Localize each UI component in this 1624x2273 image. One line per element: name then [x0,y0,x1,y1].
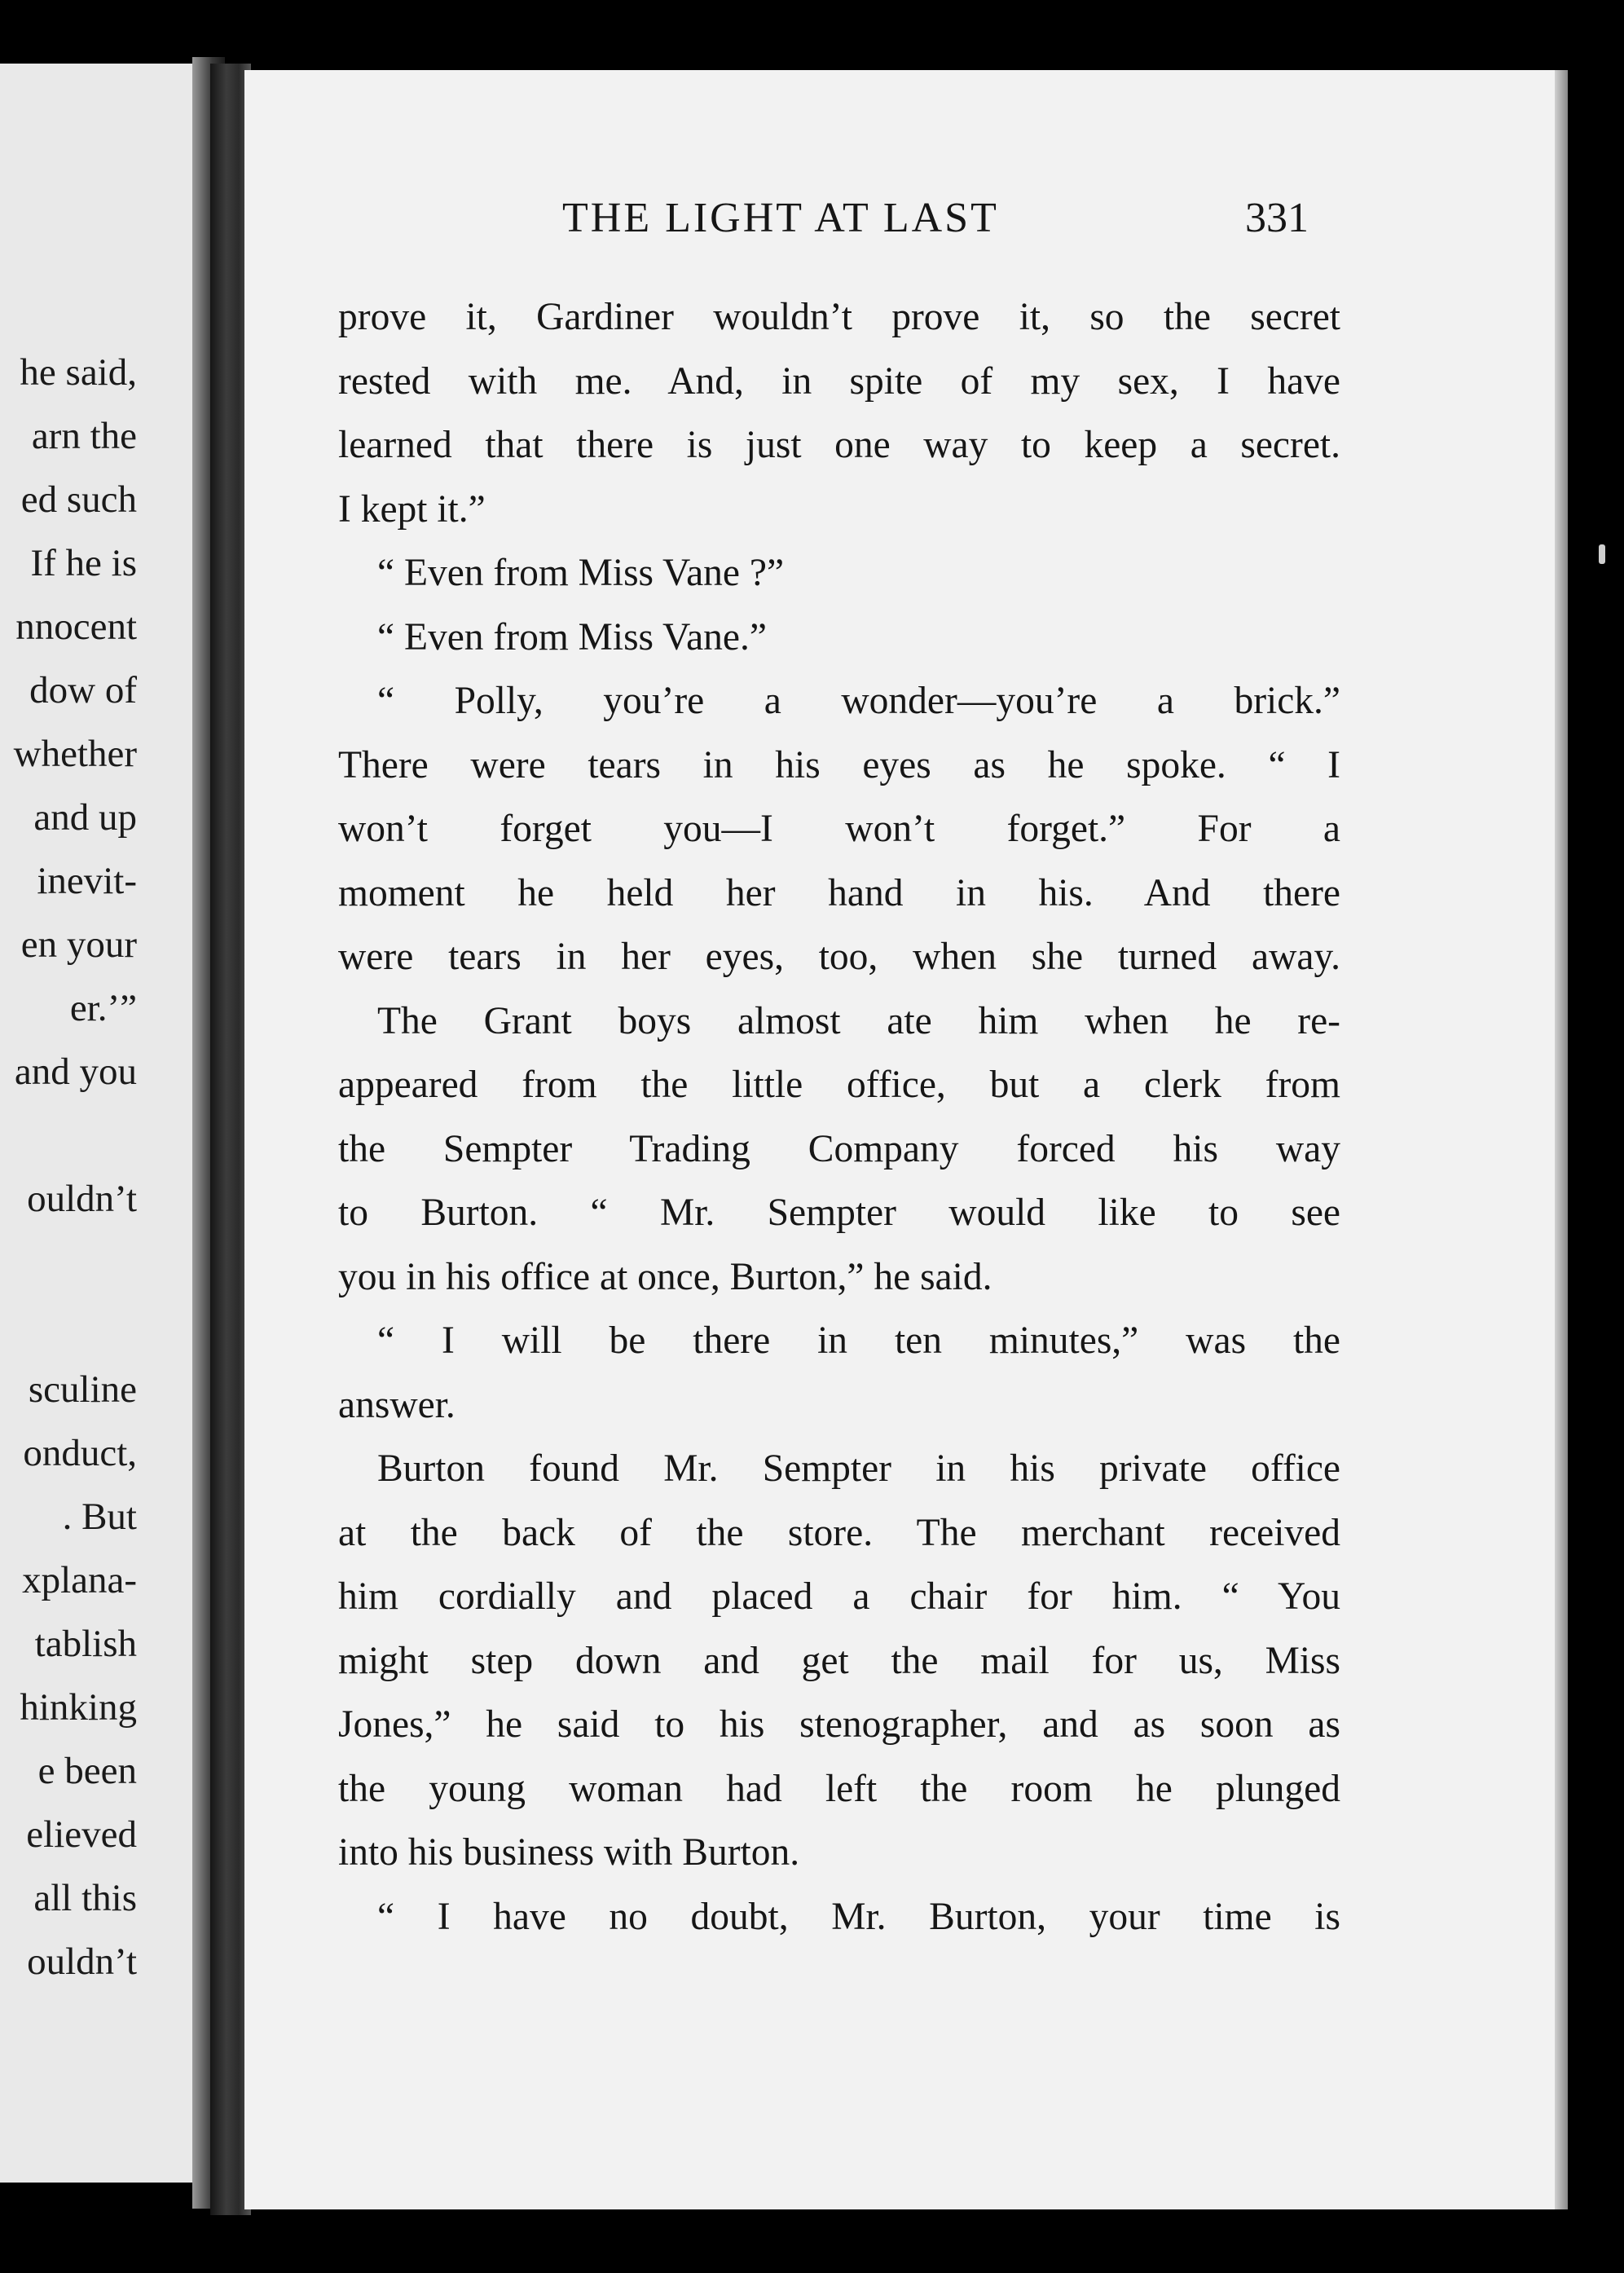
body-line: “ Polly, you’re a wonder—you’re a brick.” [377,680,1340,722]
left-line: ouldn’t [27,1940,137,1983]
body-line: prove it, Gardiner wouldn’t prove it, so the secret [338,296,1340,338]
body-line: “ Even from Miss Vane ?” [377,552,785,594]
left-line: dow of [29,669,137,711]
left-line: ed such [20,478,137,521]
left-line: tablish [34,1623,137,1665]
left-line: xplana- [22,1559,137,1601]
body-line: you in his office at once, Burton,” he said. [338,1255,992,1298]
body-line: the Sempter Trading Company forced his way [338,1127,1340,1170]
left-line: e been [37,1750,137,1792]
left-line: If he is [30,542,137,584]
left-line: arn the [31,415,137,457]
body-line: I kept it.” [338,487,486,531]
body-line: Burton found Mr. Sempter in his private office [377,1447,1340,1490]
left-line [0,1231,137,1294]
left-line: and up [33,796,137,839]
body-line: Jones,” he said to his stenographer, and as soon as [338,1703,1340,1746]
left-line: nnocent [15,606,137,648]
body-line: learned that there is just one way to keep a secret. [338,424,1340,466]
body-line: might step down and get the mail for us, Miss [338,1639,1340,1682]
body-line: “ Even from Miss Vane.” [377,615,767,659]
page-edge [1555,70,1568,2209]
body-line: him cordially and placed a chair for him. “ You [338,1575,1340,1618]
left-line: he said, [20,351,137,394]
left-line: and you [14,1051,137,1093]
left-line: . But [62,1496,137,1538]
body-line: at the back of the store. The merchant received [338,1511,1340,1554]
left-facing-page [0,64,209,2183]
left-line: ouldn’t [27,1178,137,1220]
edge-mark [1599,544,1605,564]
left-line: inevit- [37,860,137,902]
left-line [0,1103,137,1167]
body-line: won’t forget you—I won’t forget.” For a [338,808,1340,850]
body-line: the young woman had left the room he plunged [338,1767,1340,1810]
left-line: sculine [28,1368,137,1411]
left-page-text [0,341,137,1993]
left-line: all this [33,1877,137,1919]
left-line: er.’” [69,987,137,1029]
left-line: onduct, [23,1432,137,1474]
body-line: moment he held her hand in his. And there [338,871,1340,914]
page-number: 331 [1245,195,1309,241]
body-line: The Grant boys almost ate him when he re- [377,999,1340,1042]
body-text [338,285,1340,1949]
body-line: answer. [338,1383,456,1426]
left-line: hinking [20,1686,137,1729]
body-line: rested with me. And, in spite of my sex, I have [338,359,1340,403]
body-line: were tears in her eyes, too, when she turned away. [338,936,1340,978]
left-line: en your [20,923,137,966]
left-line: elieved [26,1813,137,1856]
running-title: THE LIGHT AT LAST [562,195,999,241]
body-line: into his business with Burton. [338,1831,800,1874]
left-line [0,1294,137,1358]
body-line: appeared from the little office, but a clerk from [338,1064,1340,1106]
body-line: to Burton. “ Mr. Sempter would like to see [338,1192,1340,1234]
body-line: There were tears in his eyes as he spoke. “ I [338,743,1340,786]
body-line: “ I have no doubt, Mr. Burton, your time is [377,1895,1340,1938]
body-line: “ I will be there in ten minutes,” was the [377,1319,1340,1362]
left-line: whether [13,733,137,775]
